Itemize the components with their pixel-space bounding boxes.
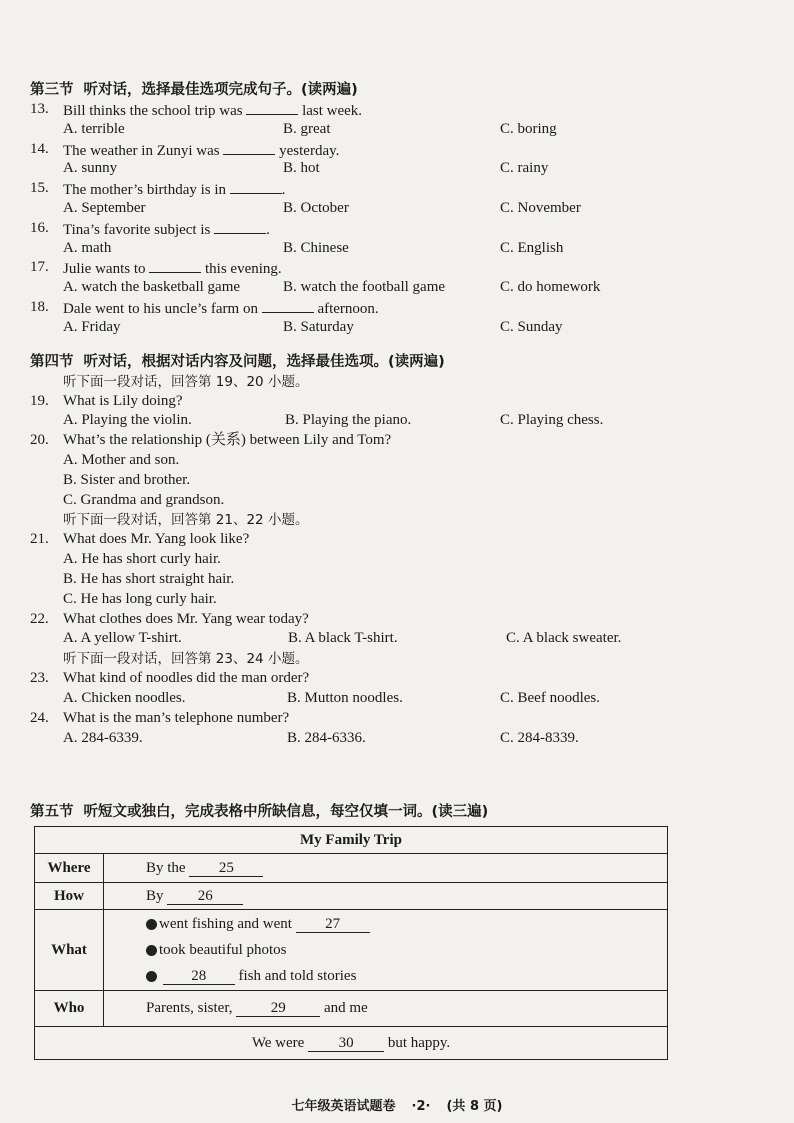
options-18: A. Friday B. Saturday C. Sunday (63, 318, 563, 335)
question-21: 21. What does Mr. Yang look like? (30, 531, 250, 548)
question-20: 20. What’s the relationship (关系) between Lily and Tom? (30, 432, 392, 449)
options-19: A. Playing the violin. B. Playing the piano. C. Playing chess. (63, 412, 604, 429)
row-label-where: Where (35, 854, 104, 883)
sub-instruction: 听下面一段对话，回答第 23、24 小题。 (63, 651, 309, 668)
option-21b: B. He has short straight hair. (63, 570, 235, 587)
question-19: 19. What is Lily doing? (30, 392, 183, 409)
section5-header: 第五节 听短文或独白，完成表格中所缺信息，每空仅填一词。(读三遍) (30, 804, 489, 820)
page-footer: 七年级英语试题卷 ·2· (共 8 页) (291, 1099, 503, 1114)
options-15: A. September B. October C. November (63, 199, 581, 216)
options-24: A. 284-6339. B. 284-6336. C. 284-8339. (63, 729, 579, 746)
question-15: 15. The mother’s birthday is in . (30, 180, 286, 199)
row-summary: We were 30 but happy. (35, 1027, 668, 1060)
question-13: 13. Bill thinks the school trip was last week. (30, 101, 363, 119)
sub-instruction: 听下面一段对话，回答第 19、20 小题。 (63, 373, 309, 390)
blank-29: 29 (236, 1000, 320, 1017)
row-value-how: By 26 (104, 883, 668, 910)
family-trip-table (34, 826, 668, 1060)
bullet-icon (146, 971, 157, 982)
answer-blank (149, 258, 201, 273)
question-23: 23. What kind of noodles did the man order? (30, 670, 310, 687)
row-label-how: How (35, 883, 104, 910)
option-20b: B. Sister and brother. (63, 471, 191, 488)
table-title: My Family Trip (35, 827, 668, 854)
answer-blank (262, 298, 314, 313)
answer-blank (214, 219, 266, 234)
answer-blank (223, 140, 275, 155)
row-label-what: What (35, 910, 104, 991)
blank-25: 25 (189, 860, 263, 877)
options-16: A. math B. Chinese C. English (63, 239, 564, 256)
option-21c: C. He has long curly hair. (63, 590, 217, 607)
section3-header: 第三节 听对话，选择最佳选项完成句子。(读两遍) (30, 82, 358, 98)
options-17: A. watch the basketball game B. watch the football game C. do homework (63, 279, 601, 296)
question-18: 18. Dale went to his uncle’s farm on afternoon. (30, 298, 379, 317)
option-20a: A. Mother and son. (63, 451, 180, 468)
question-17: 17. Julie wants to this evening. (30, 259, 282, 278)
options-22: A. A yellow T-shirt. B. A black T-shirt. C. A black sweater. (63, 630, 622, 647)
blank-30: 30 (308, 1035, 384, 1052)
blank-28: 28 (163, 968, 235, 985)
options-13: A. terrible B. great C. boring (63, 120, 557, 137)
option-21a: A. He has short curly hair. (63, 551, 221, 568)
question-24: 24. What is the man’s telephone number? (30, 709, 290, 726)
question-14: 14. The weather in Zunyi was yesterday. (30, 140, 340, 159)
question-22: 22. What clothes does Mr. Yang wear today? (30, 610, 309, 627)
sub-instruction: 听下面一段对话，回答第 21、22 小题。 (63, 512, 309, 529)
answer-blank (246, 100, 298, 115)
row-label-who: Who (35, 991, 104, 1027)
section4-header: 第四节 听对话，根据对话内容及问题，选择最佳选项。(读两遍) (30, 353, 445, 370)
exam-page (30, 80, 675, 748)
blank-27: 27 (296, 916, 370, 933)
option-20c: C. Grandma and grandson. (63, 491, 225, 508)
options-14: A. sunny B. hot C. rainy (63, 160, 549, 177)
blank-26: 26 (167, 888, 243, 905)
options-23: A. Chicken noodles. B. Mutton noodles. C. Beef noodles. (63, 689, 600, 706)
bullet-icon (146, 945, 157, 956)
row-value-where: By the 25 (104, 854, 668, 883)
answer-blank (230, 179, 282, 194)
row-value-what: went fishing and went 27 took beautiful photos 28 fish and told stories (104, 910, 668, 991)
bullet-icon (146, 919, 157, 930)
row-value-who: Parents, sister, 29 and me (104, 991, 668, 1027)
question-16: 16. Tina’s favorite subject is . (30, 219, 270, 238)
